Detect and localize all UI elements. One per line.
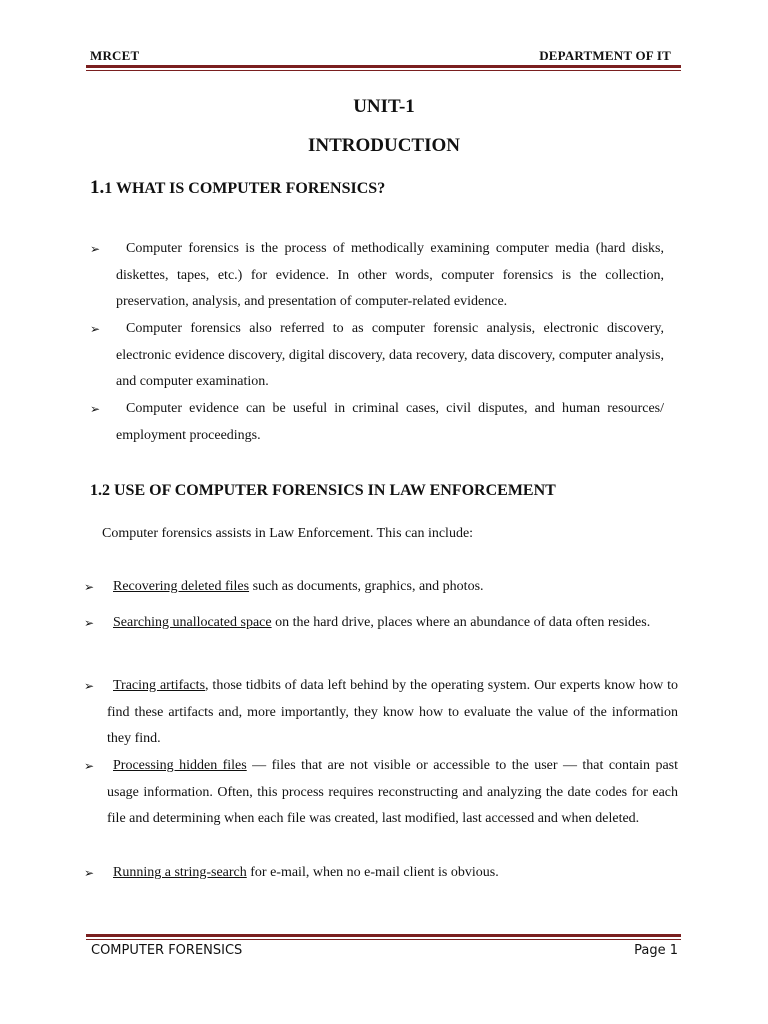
page-number: Page 1 [634, 943, 678, 958]
item-term: Tracing artifacts [113, 678, 206, 693]
item-term: Running a string-search [113, 865, 247, 880]
list-item [84, 574, 678, 601]
item-term: Processing hidden files [113, 758, 247, 773]
arrow-bullet-icon: ➢ [84, 759, 95, 773]
list-item [84, 753, 678, 833]
header-left-label: MRCET [90, 48, 140, 63]
arrow-bullet-icon: ➢ [84, 679, 95, 693]
item-term: Recovering deleted files [113, 579, 250, 594]
header-right-label: DEPARTMENT OF IT [539, 48, 671, 63]
list-item [84, 610, 678, 637]
footer-rule-thick [86, 934, 681, 937]
item-text: , those tidbits of data left behind by the operating system. Our experts know how to find these artifacts and, more importantly, they know how to evaluate the value of the information they find. [107, 678, 678, 746]
unit-title: UNIT-1 [353, 96, 415, 117]
footer-title: COMPUTER FORENSICS [91, 943, 243, 958]
list-item [90, 396, 664, 449]
item-text: on the hard drive, places where an abundance of data often resides. [271, 615, 651, 630]
intro-title: INTRODUCTION [307, 135, 461, 156]
arrow-bullet-icon: ➢ [84, 616, 95, 630]
bullet-text: Computer forensics also referred to as computer forensic analysis, electronic discovery, electronic evidence discovery, digital discovery, data recovery, data discovery, computer analysis, and computer examination. [116, 321, 664, 389]
arrow-bullet-icon: ➢ [90, 242, 101, 256]
header-rule-thick [86, 65, 681, 68]
header-rule-thin [86, 70, 681, 71]
arrow-bullet-icon: ➢ [90, 322, 101, 336]
bullet-text: Computer forensics is the process of methodically examining computer media (hard disks, diskettes, tapes, etc.) for evidence. In other words, computer forensics is the collection, preservation, analysis, and presentation of computer-related evidence. [116, 241, 664, 309]
section1-heading [90, 177, 385, 199]
bullet-text: Computer evidence can be useful in criminal cases, civil disputes, and human resources/ employment proceedings. [116, 401, 664, 443]
section1-title: 1 WHAT IS COMPUTER FORENSICS? [104, 180, 386, 197]
list-item [90, 316, 664, 396]
item-term: Searching unallocated space [113, 615, 272, 630]
arrow-bullet-icon: ➢ [84, 580, 95, 594]
item-text: for e-mail, when no e-mail client is obvious. [246, 865, 499, 880]
section2-intro: Computer forensics assists in Law Enforcement. This can include: [102, 526, 474, 541]
arrow-bullet-icon: ➢ [90, 402, 101, 416]
list-item [84, 860, 678, 887]
footer-rule-thin [86, 939, 681, 940]
list-item [84, 673, 678, 753]
section2-heading: 1.2 USE OF COMPUTER FORENSICS IN LAW ENFORCEMENT [90, 482, 556, 499]
section1-number: 1. [90, 177, 105, 198]
list-item [90, 236, 664, 316]
item-text: — files that are not visible or accessible to the user — that contain past usage information. Often, this process requires reconstructing and analyzing the date codes for each file and determining when each file was created, last modified, last accessed and when deleted. [107, 758, 679, 826]
arrow-bullet-icon: ➢ [84, 866, 95, 880]
item-text: such as documents, graphics, and photos. [249, 579, 484, 594]
